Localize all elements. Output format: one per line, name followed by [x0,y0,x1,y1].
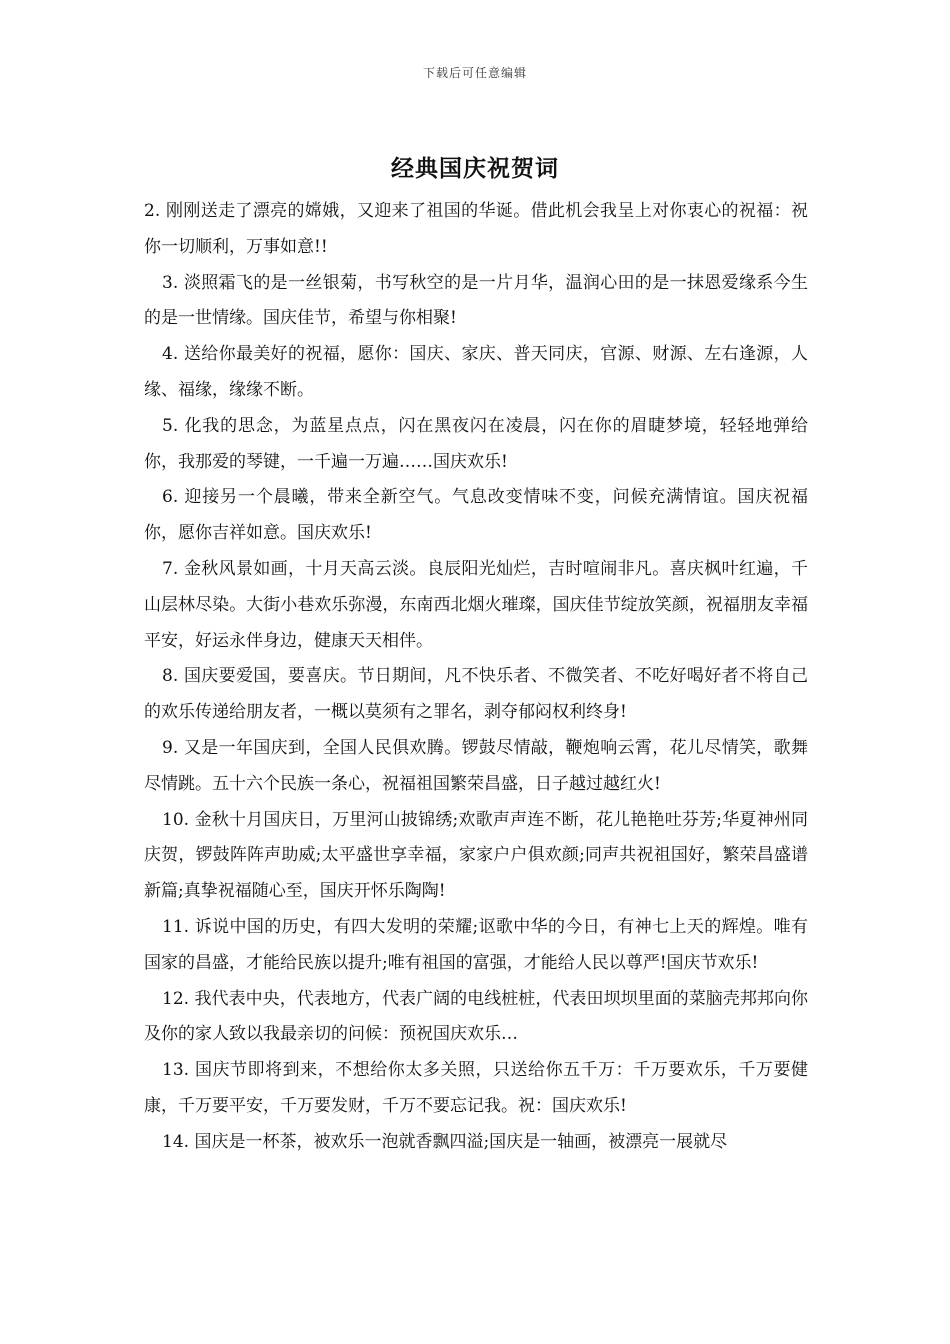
document-body [144,194,808,1161]
paragraph-12: 12. 我代表中央，代表地方，代表广阔的电线桩桩，代表田坝坝里面的菜脑壳邦邦向你及你的家人致以我最亲切的问候：预祝国庆欢乐… [144,988,808,1045]
paragraph-14: 14. 国庆是一杯茶，被欢乐一泡就香飘四溢;国庆是一轴画，被漂亮一展就尽 [162,1131,728,1152]
paragraph-13: 13. 国庆节即将到来，不想给你太多关照，只送给你五千万：千万要欢乐，千万要健康，千万要平安，千万要发财，千万不要忘记我。祝：国庆欢乐! [144,1060,808,1116]
paragraph-10: 10. 金秋十月国庆日，万里河山披锦绣;欢歌声声连不断，花儿艳艳吐芬芳;华夏神州同庆贺，锣鼓阵阵声助威;太平盛世享幸福，家家户户俱欢颜;同声共祝祖国好，繁荣昌盛谱新篇;真挚祝福随心至，国庆开怀乐陶陶! [144,809,808,902]
paragraph-8: 8. 国庆要爱国，要喜庆。节日期间，凡不快乐者、不微笑者、不吃好喝好者不将自己的欢乐传递给朋友者，一概以莫须有之罪名，剥夺郁闷权利终身! [144,666,808,723]
paragraph-9: 9. 又是一年国庆到，全国人民俱欢腾。锣鼓尽情敲，鞭炮响云霄，花儿尽情笑，歌舞尽情跳。五十六个民族一条心，祝福祖国繁荣昌盛，日子越过越红火! [144,737,808,794]
paragraph-3: 3. 淡照霜飞的是一丝银菊，书写秋空的是一片月华，温润心田的是一抹恩爱缘系今生的是一世情缘。国庆佳节，希望与你相聚! [144,272,808,329]
paragraph-6: 6. 迎接另一个晨曦，带来全新空气。气息改变情味不变，问候充满情谊。国庆祝福你，愿你吉祥如意。国庆欢乐! [144,487,808,544]
paragraph-2: 2. 刚刚送走了漂亮的嫦娥，又迎来了祖国的华诞。借此机会我呈上对你衷心的祝福：祝你一切顺利，万事如意!! [144,201,808,257]
paragraph-7: 7. 金秋风景如画，十月天高云淡。良辰阳光灿烂，吉时喧闹非凡。喜庆枫叶红遍，千山层林尽染。大街小巷欢乐弥漫，东南西北烟火璀璨，国庆佳节绽放笑颜，祝福朋友幸福平安，好运永伴身边，健康天天相伴。 [144,558,808,651]
paragraph-5: 5. 化我的思念，为蓝星点点，闪在黑夜闪在凌晨，闪在你的眉睫梦境，轻轻地弹给你，我那爱的琴键，一千遍一万遍……国庆欢乐! [144,415,808,472]
document-title: 经典国庆祝贺词 [391,155,559,182]
header-note: 下载后可任意编辑 [422,66,527,80]
paragraph-4: 4. 送给你最美好的祝福，愿你：国庆、家庆、普天同庆，官源、财源、左右逢源，人缘、福缘，缘缘不断。 [144,344,808,400]
paragraph-11: 11. 诉说中国的历史，有四大发明的荣耀;讴歌中华的今日，有神七上天的辉煌。唯有国家的昌盛，才能给民族以提升;唯有祖国的富强，才能给人民以尊严!国庆节欢乐! [144,916,808,973]
